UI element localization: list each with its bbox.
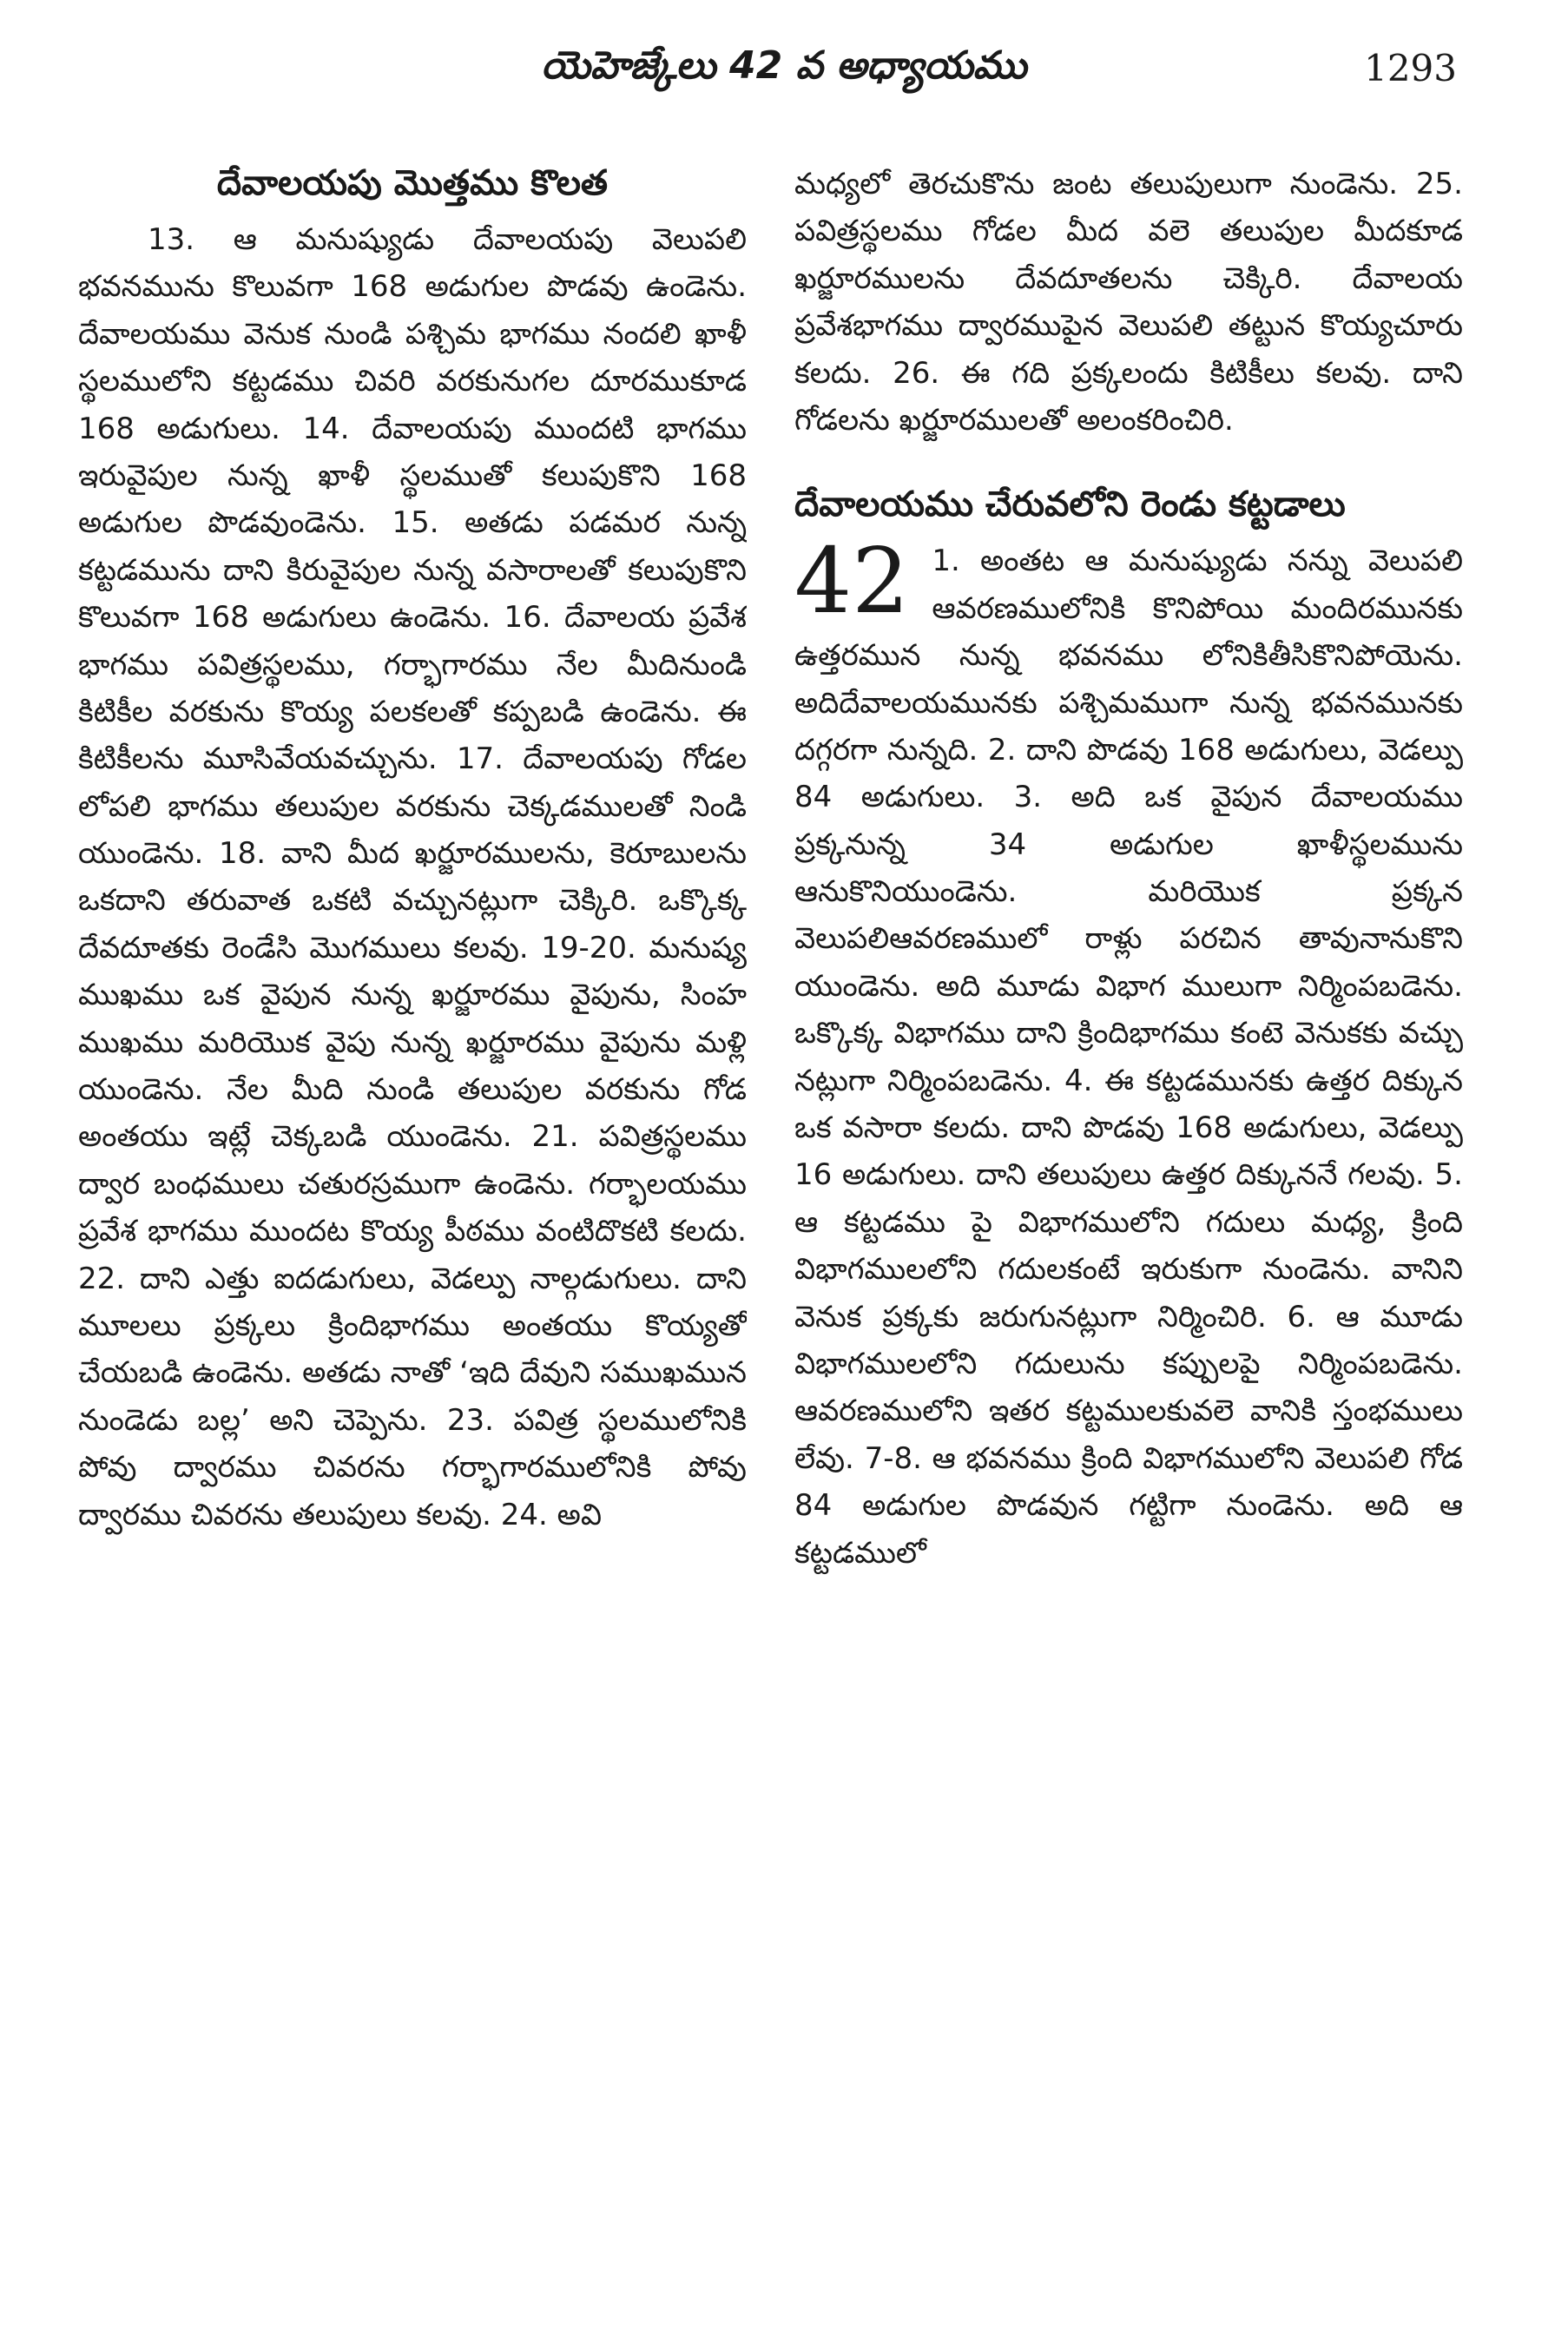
running-title: యెహెజ్కేలు 42 వ అధ్యాయము [541,43,1027,88]
running-header [0,35,1568,113]
chapter-number: 42 [794,528,910,635]
section-heading-two-buildings: దేవాలయము చేరువలోని రెండు కట్టడాలు [794,484,1346,525]
page-number: 1293 [1364,47,1457,89]
right-column [794,161,1463,2335]
section-gap [794,444,1463,482]
verses-13-24: 13. ఆ మనుష్యుడు దేవాలయపు వెలుపలి భవనమును కొలువగా 168 అడుగుల పొడవు ఉండెను. దేవాలయము వెనుక నుండి పశ్చిమ భాగము నందలి ఖాళీ స్థలములోని కట్టడము చివరి వరకునుగల దూరముకూడ 168 అడుగులు. 14. దేవాలయపు ముందటి భాగము ఇరువైపుల నున్న ఖాళీ స్థలముతో కలుపుకొని 168 అడుగుల పొడవుండెను. 15. అతడు పడమర నున్న కట్టడమును దాని కిరువైపుల నున్న వసారాలతో కలుపుకొని కొలువగా 168 అడుగులు ఉండెను. 16. దేవాలయ ప్రవేశ భాగము పవిత్రస్థలము, గర్భాగారము నేల మీదినుండి కిటికీల వరకును కొయ్య పలకలతో కప్పబడి ఉండెను. ఈ కిటికీలను మూసివేయవచ్చును. 17. దేవాలయపు గోడల లోపలి భాగము తలుపుల వరకును చెక్కడములతో నిండి యుండెను. 18. వాని మీద ఖర్జూరములను, కెరూబులను ఒకదాని తరువాత ఒకటి వచ్చునట్లుగా చెక్కిరి. ఒక్కొక్క దేవదూతకు రెండేసి మొగములు కలవు. 19-20. మనుష్య ముఖము ఒక వైపున నున్న ఖర్జూరము వైపును, సింహ ముఖము మరియొక వైపు నున్న ఖర్జూరము వైపును మళ్లి యుండెను. నేల మీది నుండి తలుపుల వరకును గోడ అంతయు ఇట్లే చెక్కబడి యుండెను. 21. పవిత్రస్థలము ద్వార బంధములు చతురస్రముగా ఉండెను. గర్భాలయము ప్రవేశ భాగము ముందట కొయ్య పీఠము వంటిదొకటి కలదు. 22. దాని ఎత్తు ఐదడుగులు, వెడల్పు నాల్గడుగులు. దాని మూలలు ప్రక్కలు క్రిందిభాగము అంతయు కొయ్యతో చేయబడి ఉండెను. అతడు నాతో ‘ఇది దేవుని సముఖమున నుండెడు బల్ల’ అని చెప్పెను. 23. పవిత్ర స్థలములోనికి పోవు ద్వారము చివరను గర్భాగారములోనికి పోవు ద్వారము చివరను తలుపులు కలవు. 24. అవి [78,222,747,1532]
left-column [78,161,747,2335]
chapter-42-block [794,528,1463,1577]
verses-24-26-continued: మధ్యలో తెరచుకొను జంట తలుపులుగా నుండెను. 25. పవిత్రస్థలము గోడల మీద వలె తలుపుల మీదకూడ ఖర్జూరములను దేవదూతలను చెక్కిరి. దేవాలయ ప్రవేశభాగము ద్వారముపైన వెలుపలి తట్టున కొయ్యచూరు కలదు. 26. ఈ గది ప్రక్కలందు కిటికీలు కలవు. దాని గోడలను ఖర్జూరములతో అలంకరించిరి. [794,167,1463,438]
chapter-42-verses-1-8: 1. అంతట ఆ మనుష్యుడు నన్ను వెలుపలి ఆవరణములోనికి కొనిపోయి మందిరమునకు ఉత్తరమున నున్న భవనము లోనికితీసికొనిపోయెను. అదిదేవాలయమునకు పశ్చిమముగా నున్న భవనమునకు దగ్గరగా నున్నది. 2. దాని పొడవు 168 అడుగులు, వెడల్పు 84 అడుగులు. 3. అది ఒక వైపున దేవాలయము ప్రక్కనున్న 34 అడుగుల ఖాళీస్థలమును ఆనుకొనియుండెను. మరియొక ప్రక్కన వెలుపలిఆవరణములో రాళ్లు పరచిన తావునానుకొని యుండెను. అది మూడు విభాగ ములుగా నిర్మింపబడెను. ఒక్కొక్క విభాగము దాని క్రిందిభాగము కంటె వెనుకకు వచ్చు నట్లుగా నిర్మింపబడెను. 4. ఈ కట్టడమునకు ఉత్తర దిక్కున ఒక వసారా కలదు. దాని పొడవు 168 అడుగులు, వెడల్పు 16 అడుగులు. దాని తలుపులు ఉత్తర దిక్కుననే గలవు. 5. ఆ కట్టడము పై విభాగములోని గదులు మధ్య, క్రింది విభాగములలోని గదులకంటే ఇరుకుగా నుండెను. వానిని వెనుక ప్రక్కకు జరుగునట్లుగా నిర్మించిరి. 6. ఆ మూడు విభాగములలోని గదులును కప్పులపై నిర్మింపబడెను. ఆవరణములోని ఇతర కట్టములకువలె వానికి స్తంభములు లేవు. 7-8. ఆ భవనము క్రింది విభాగములోని వెలుపలి గోడ 84 అడుగుల పొడవున గట్టిగా నుండెను. అది ఆ కట్టడములో [794,544,1463,1571]
section-heading-temple-measurement: దేవాలయపు మొత్తము కొలత [216,163,609,203]
